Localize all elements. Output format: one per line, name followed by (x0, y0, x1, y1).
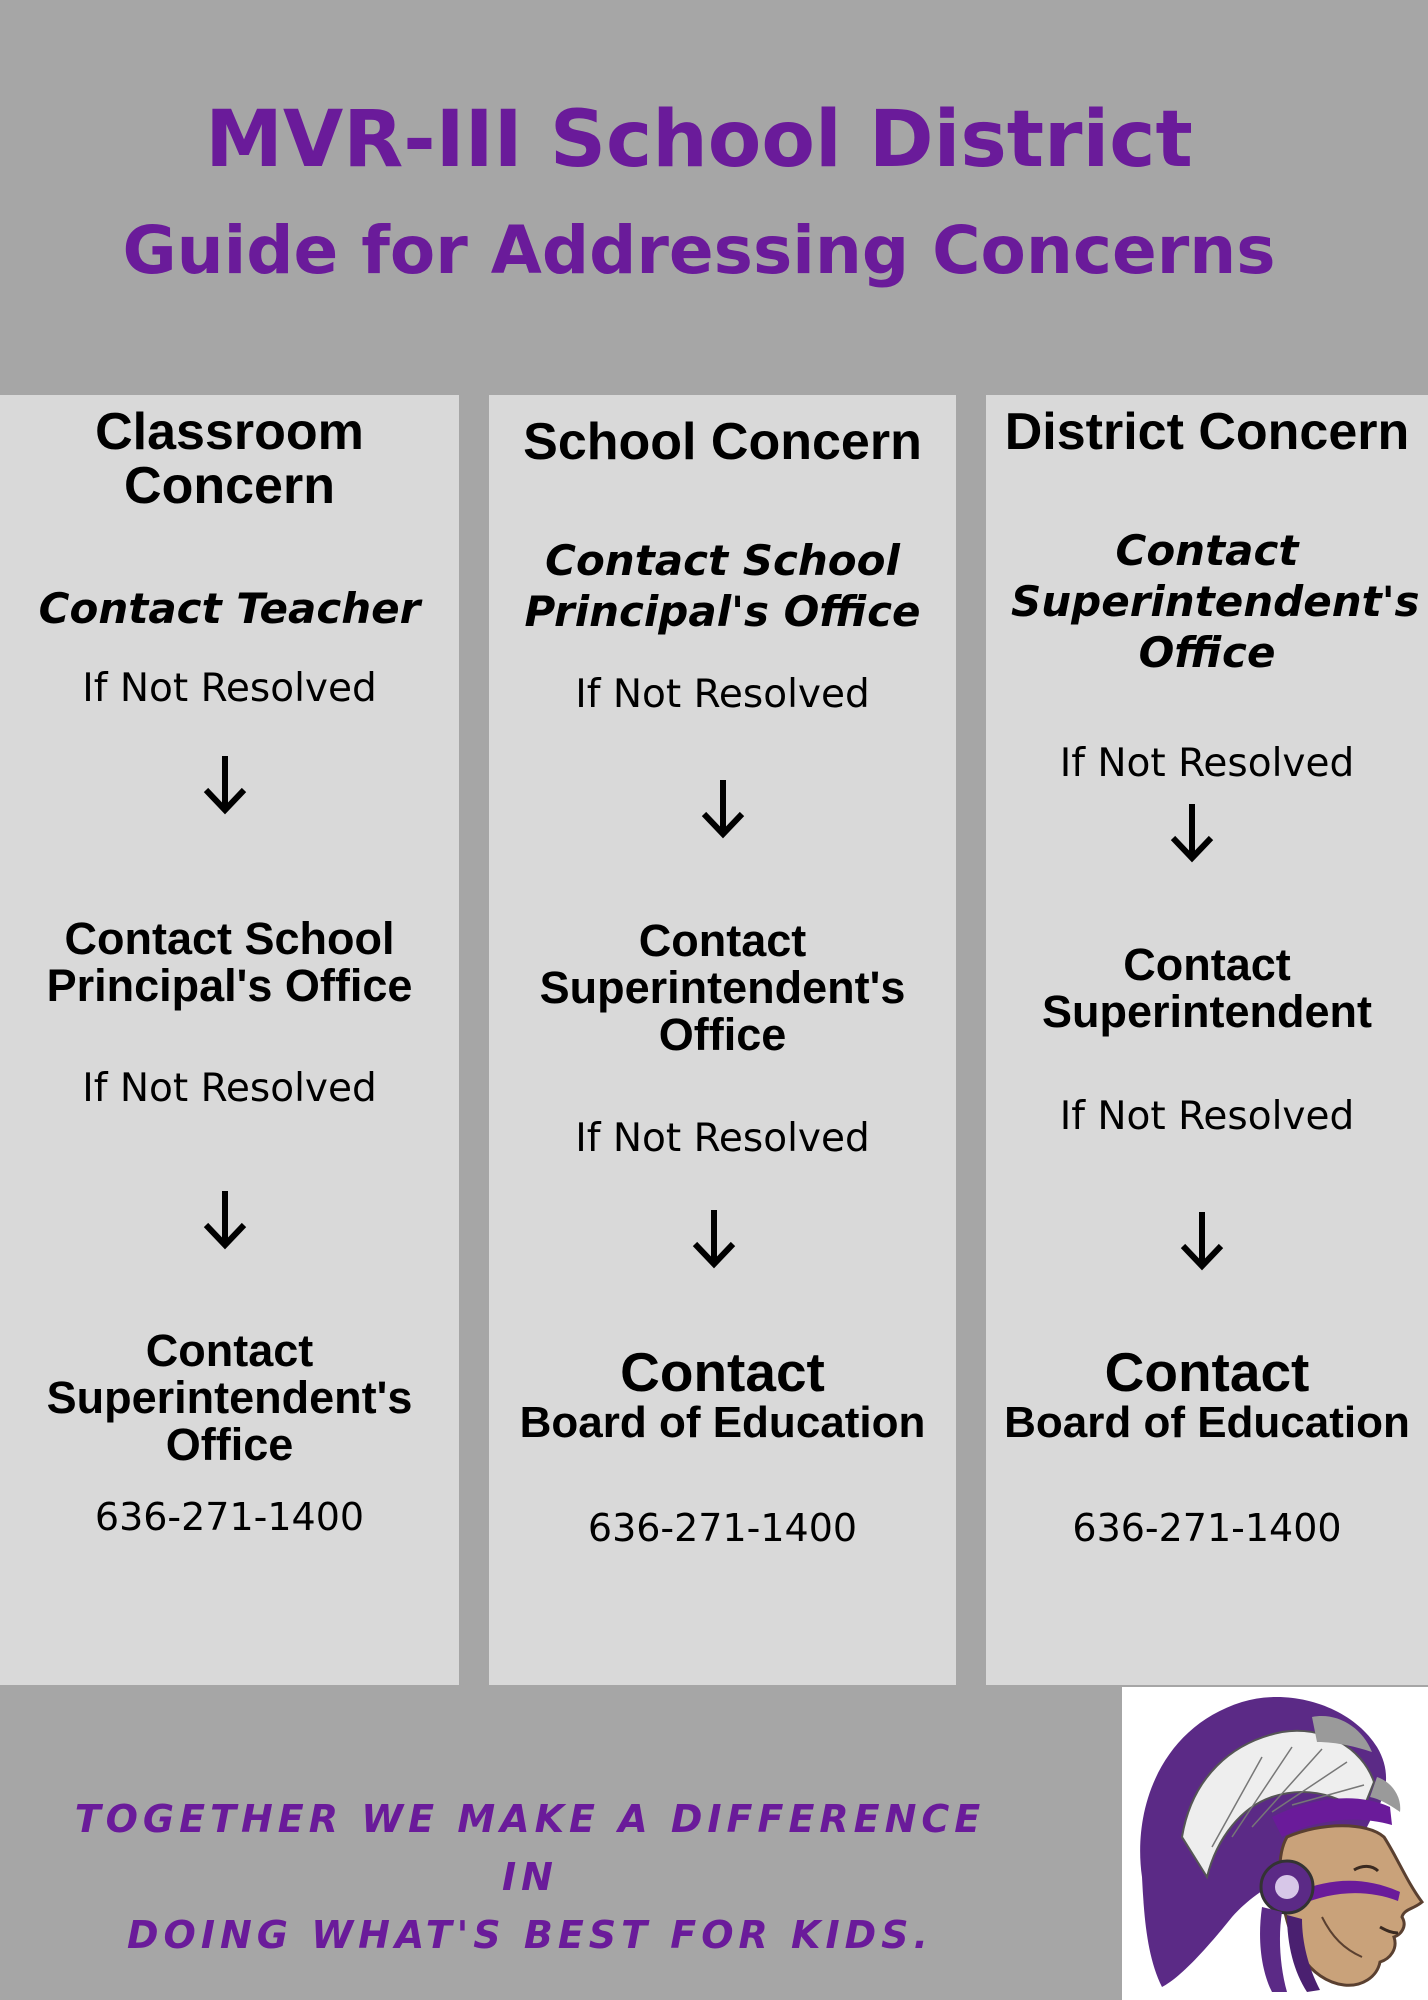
arrow-down-icon (1177, 1208, 1227, 1272)
step-3-contact: Contact (1104, 1341, 1310, 1403)
step-3-board-of-education: Board of Education (1004, 1398, 1410, 1447)
step-2-contact: Contact Superintendent (1041, 939, 1372, 1037)
school-concern-column (489, 395, 956, 1685)
phone-number: 636-271-1400 (94, 1495, 365, 1539)
phone-number: 636-271-1400 (587, 1506, 858, 1550)
classroom-concern-column (0, 395, 459, 1685)
if-not-resolved-label: If Not Resolved (1059, 1094, 1355, 1139)
if-not-resolved-label: If Not Resolved (82, 1066, 377, 1111)
step-3-contact: Contact Superintendent's Office (46, 1325, 413, 1470)
step-2-contact: Contact School Principal's Office (46, 913, 413, 1011)
step-3-contact: Contact (620, 1341, 825, 1403)
mascot-headdress-logo (1122, 1687, 1428, 2000)
step-1-contact: Contact School Principal's Office (524, 536, 921, 636)
arrow-down-icon (200, 752, 250, 816)
arrow-down-icon (1167, 800, 1217, 864)
column-heading: Classroom Concern (95, 403, 364, 515)
column-heading: School Concern (523, 413, 922, 471)
arrow-down-icon (698, 776, 748, 840)
step-3-board-of-education: Board of Education (519, 1398, 926, 1447)
phone-number: 636-271-1400 (1072, 1506, 1342, 1550)
step-1-contact: Contact Teacher (38, 584, 421, 633)
arrow-down-icon (200, 1187, 250, 1251)
footer-slogan (60, 1790, 1000, 1964)
if-not-resolved-label: If Not Resolved (575, 672, 870, 717)
step-1-contact: Contact Superintendent's Office (1011, 526, 1420, 677)
district-concern-column (986, 395, 1428, 1685)
footer-slogan-line-2: DOING WHAT'S BEST FOR KIDS. (127, 1913, 933, 1957)
arrow-down-icon (689, 1206, 739, 1270)
if-not-resolved-label: If Not Resolved (575, 1116, 870, 1161)
footer-slogan-line-1: TOGETHER WE MAKE A DIFFERENCE IN (74, 1797, 986, 1899)
page-title: MVR-III School District (205, 95, 1193, 185)
page-subtitle: Guide for Addressing Concerns (122, 212, 1276, 289)
if-not-resolved-label: If Not Resolved (82, 666, 377, 711)
if-not-resolved-label: If Not Resolved (1059, 741, 1355, 786)
step-2-contact: Contact Superintendent's Office (539, 915, 906, 1060)
column-heading: District Concern (1004, 403, 1410, 461)
